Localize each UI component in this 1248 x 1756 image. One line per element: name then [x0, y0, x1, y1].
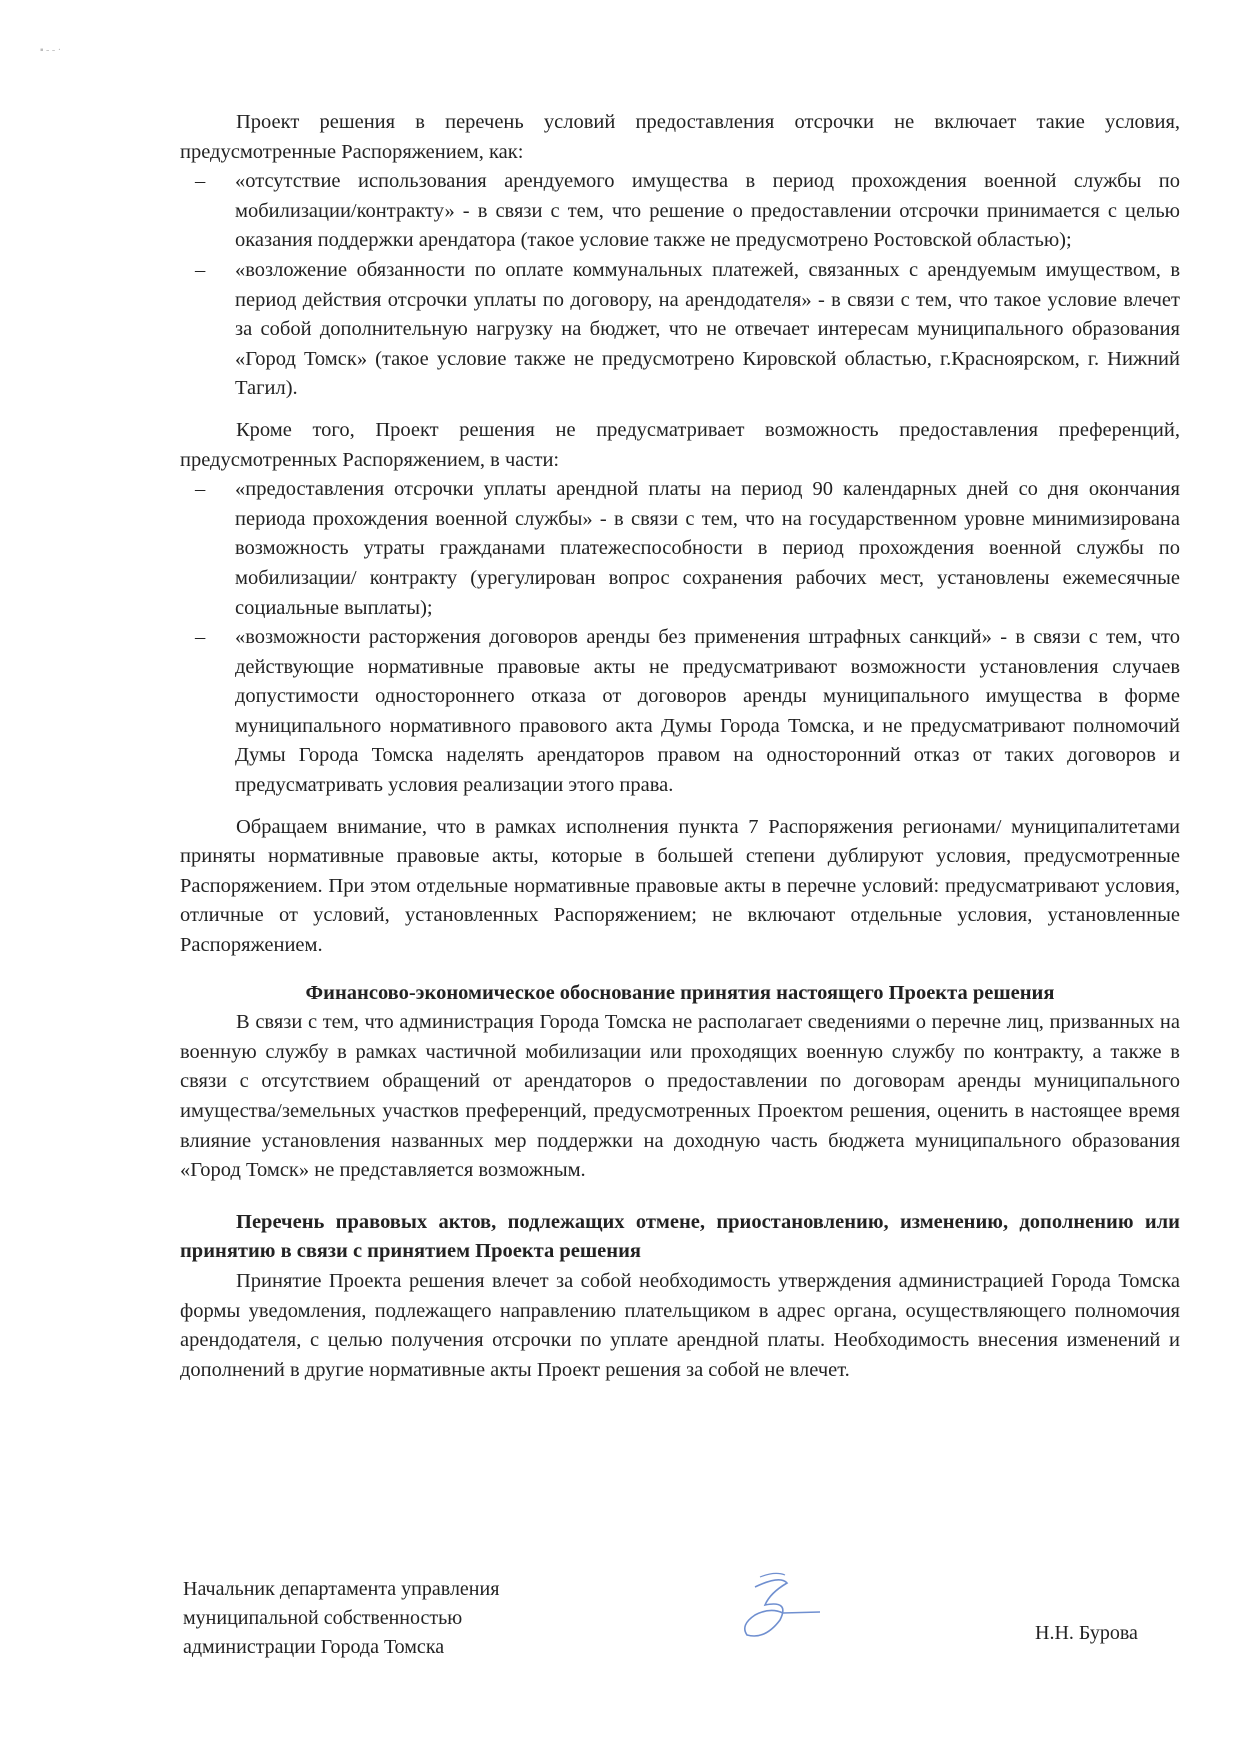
handwritten-signature: [725, 1565, 835, 1655]
list-item: – «отсутствие использования арендуемого имущества в период прохождения военной службы по мобилизации/контракту» - в связи с тем, что решение о предоставлении отсрочки принимается с целью оказания поддержки арендатора (такое условие также не предусмотрено Ростовской областью);: [235, 167, 1180, 256]
paragraph: Проект решения в перечень условий предоставления отсрочки не включает такие условия, предусмотренные Распоряжением, как:: [180, 111, 1180, 163]
document-body: [180, 108, 1180, 1385]
preferences-list: [180, 475, 1180, 801]
list-item: – «возможности расторжения договоров аренды без применения штрафных санкций» - в связи с тем, что действующие нормативные правовые акты не предусматривают возможности установления случаев допустимости одностороннего отказа от договоров аренды муниципального имущества в форме муниципального нормативного правового акта Думы Города Томска, и не предусматривают полномочий Думы Города Томска наделять арендаторов правом на односторонний отказ от таких договоров и предусматривать условия реализации этого права.: [235, 623, 1180, 801]
list-item: – «возложение обязанности по оплате коммунальных платежей, связанных с арендуемым имуществом, в период действия отсрочки уплаты по договору, на арендодателя» - в связи с тем, что такое условие влечет за собой дополнительную нагрузку на бюджет, что не отвечает интересам муниципального образования «Город Томск» (такое условие также не предусмотрено Кировской областью, г.Красноярском, г. Нижний Тагил).: [235, 256, 1180, 404]
list-item: – «предоставления отсрочки уплаты арендной платы на период 90 календарных дней со дня окончания периода прохождения военной службы» - в связи с тем, что на государственном уровне минимизирована возможность утраты гражданами платежеспособности в период прохождения военной службы по мобилизации/ контракту (урегулирован вопрос сохранения рабочих мест, установлены ежемесячные социальные выплаты);: [235, 475, 1180, 623]
signatory-name: Н.Н. Бурова: [1035, 1622, 1138, 1644]
position-line: муниципальной собственностью: [183, 1607, 463, 1629]
paragraph: Принятие Проекта решения влечет за собой необходимость утверждения администрацией Города Томска формы уведомления, подлежащего направлению плательщиком в адрес органа, осуществляющего полномочия арендодателя, с целью получения отсрочки по уплате арендной платы. Необходимость внесения изменений и дополнений в другие нормативные акты Проект решения за собой не влечет.: [180, 1269, 1180, 1381]
exclusions-list: [180, 167, 1180, 404]
section-heading: Перечень правовых актов, подлежащих отмене, приостановлению, изменению, дополнению или принятию в связи с принятием Проекта решения: [180, 1210, 1180, 1263]
signatory-position: [183, 1575, 499, 1662]
paragraph: Обращаем внимание, что в рамках исполнения пункта 7 Распоряжения регионами/ муниципалитетами приняты нормативные правовые акты, которые в большей степени дублируют условия, предусмотренные Распоряжением. При этом отдельные нормативные правовые акты в перечне условий: предусматривают условия, отличные от условий, установленных Распоряжением; не включают отдельные условия, установленные Распоряжением.: [180, 815, 1180, 957]
position-line: администрации Города Томска: [183, 1636, 445, 1658]
scan-artifact: ▪ ‐ ‐ ·: [40, 45, 62, 56]
section-heading: Финансово-экономическое обоснование принятия настоящего Проекта решения: [305, 981, 1055, 1004]
position-line: Начальник департамента управления: [183, 1578, 500, 1600]
paragraph: Кроме того, Проект решения не предусматривает возможность предоставления преференций, предусмотренных Распоряжением, в части:: [180, 418, 1180, 471]
paragraph: В связи с тем, что администрация Города Томска не располагает сведениями о перечне лиц, призванных на военную службу в рамках частичной мобилизации или проходящих военную службу по контракту, а также в связи с отсутствием обращений от арендаторов о предоставлении по договорам аренды муниципального имущества/земельных участков преференций, предусмотренных Проектом решения, оценить в настоящее время влияние установления названных мер поддержки на доходную часть бюджета муниципального образования «Город Томск» не представляется возможным.: [180, 1011, 1180, 1182]
